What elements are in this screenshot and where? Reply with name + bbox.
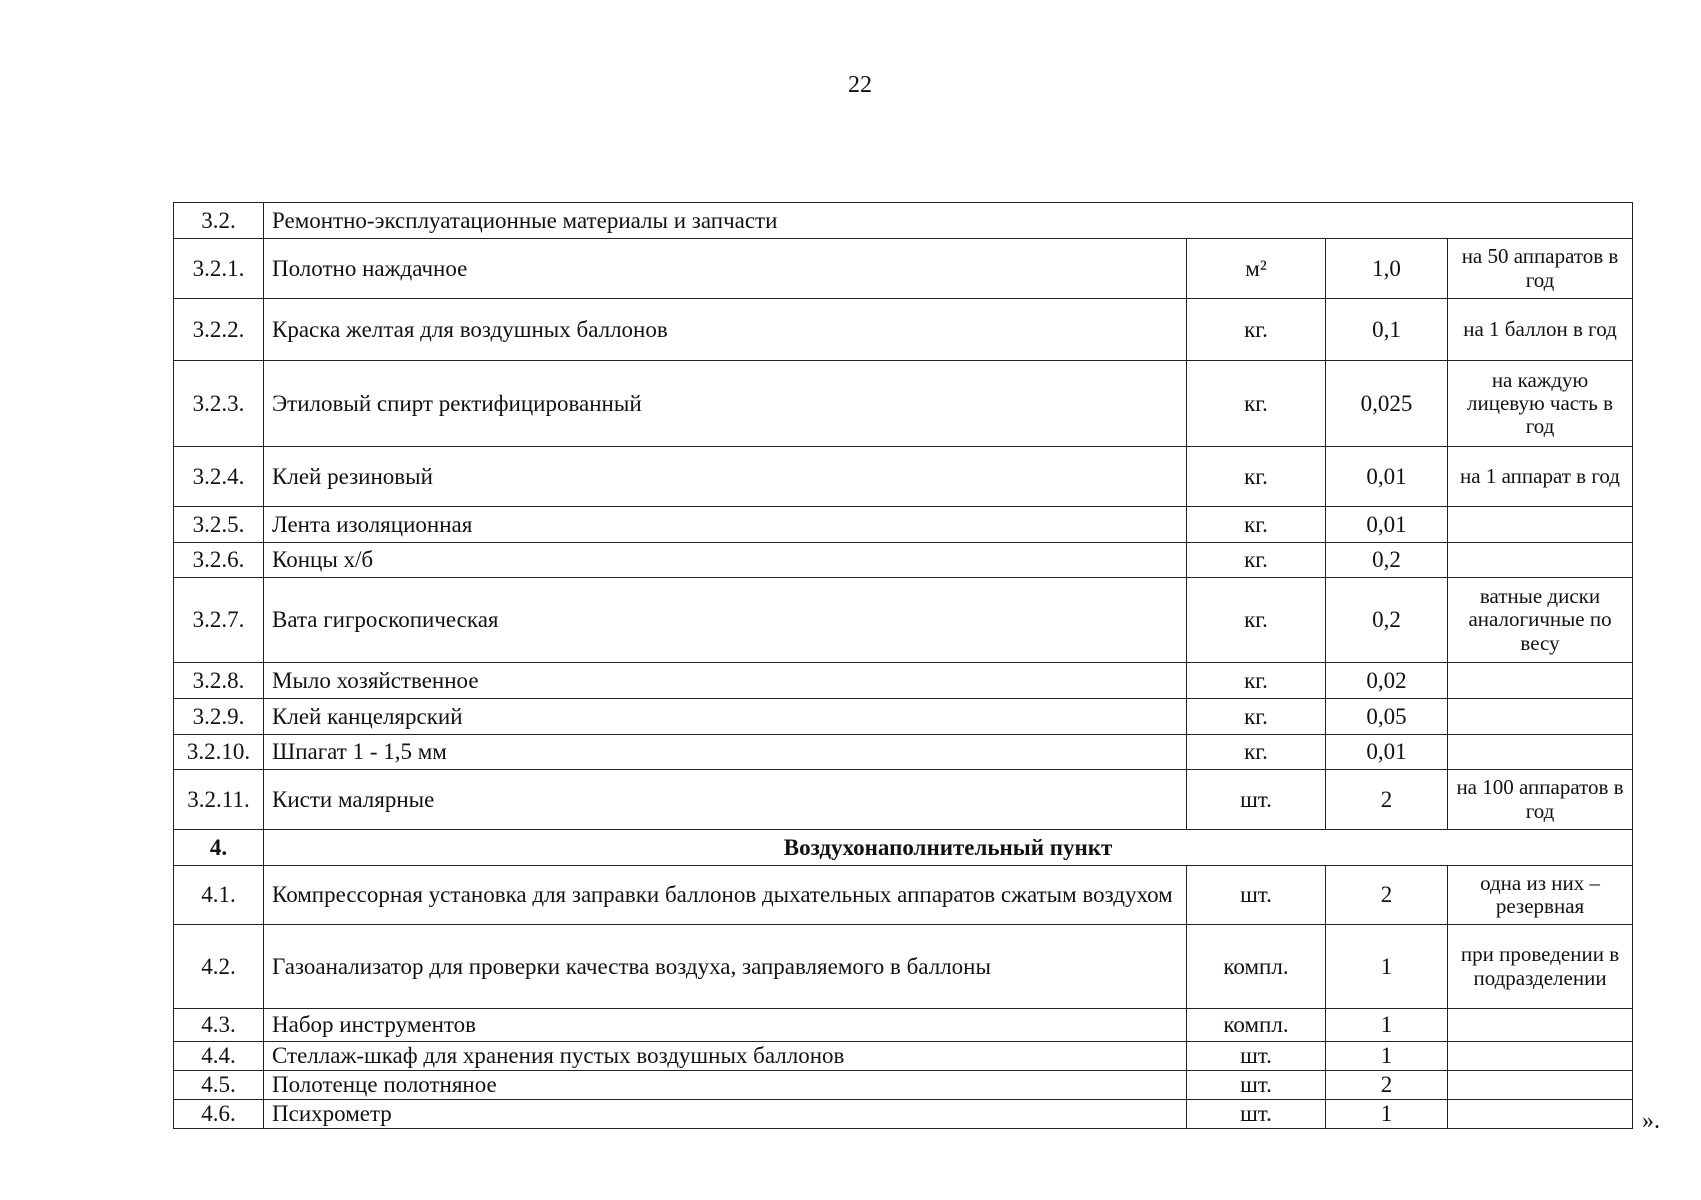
row-unit: шт.	[1187, 770, 1326, 830]
row-name: Полотенце полотняное	[264, 1071, 1187, 1100]
row-number: 4.1.	[174, 866, 264, 925]
table-row	[174, 1042, 1633, 1071]
row-name: Концы х/б	[264, 543, 1187, 578]
row-name: Краска желтая для воздушных баллонов	[264, 299, 1187, 361]
row-note	[1448, 1100, 1633, 1129]
row-name: Клей канцелярский	[264, 699, 1187, 735]
row-note: на 100 аппаратов в год	[1448, 770, 1633, 830]
row-note	[1448, 663, 1633, 699]
table-row	[174, 299, 1633, 361]
row-note	[1448, 699, 1633, 735]
row-note: на каждую лицевую часть в год	[1448, 361, 1633, 447]
row-name: Вата гигроскопическая	[264, 578, 1187, 663]
row-number: 3.2.6.	[174, 543, 264, 578]
equipment-table	[173, 202, 1633, 1129]
row-quantity: 0,01	[1326, 735, 1448, 770]
row-number: 4.4.	[174, 1042, 264, 1071]
row-quantity: 1	[1326, 925, 1448, 1009]
table-row	[174, 361, 1633, 447]
row-unit: компл.	[1187, 1009, 1326, 1042]
row-number: 3.2.1.	[174, 239, 264, 299]
row-quantity: 0,025	[1326, 361, 1448, 447]
row-name: Лента изоляционная	[264, 507, 1187, 543]
row-unit: кг.	[1187, 699, 1326, 735]
table-row	[174, 699, 1633, 735]
row-note: на 50 аппаратов в год	[1448, 239, 1633, 299]
row-note: на 1 аппарат в год	[1448, 447, 1633, 507]
page-number: 22	[848, 72, 872, 98]
row-note	[1448, 735, 1633, 770]
row-quantity: 0,2	[1326, 578, 1448, 663]
row-note	[1448, 507, 1633, 543]
row-number: 4.5.	[174, 1071, 264, 1100]
row-note	[1448, 543, 1633, 578]
row-quantity: 0,1	[1326, 299, 1448, 361]
row-name: Шпагат 1 - 1,5 мм	[264, 735, 1187, 770]
row-name: Ремонтно-эксплуатационные материалы и запчасти	[264, 203, 1633, 239]
table-row	[174, 735, 1633, 770]
row-note	[1448, 1009, 1633, 1042]
row-note: одна из них – резервная	[1448, 866, 1633, 925]
row-quantity: 0,01	[1326, 447, 1448, 507]
section-row	[174, 830, 1633, 866]
row-name: Кисти малярные	[264, 770, 1187, 830]
row-name: Стеллаж-шкаф для хранения пустых воздушных баллонов	[264, 1042, 1187, 1071]
closing-quote-mark: ».	[1642, 1108, 1660, 1134]
row-name: Этиловый спирт ректифицированный	[264, 361, 1187, 447]
row-name: Набор инструментов	[264, 1009, 1187, 1042]
row-quantity: 2	[1326, 1071, 1448, 1100]
table-row	[174, 239, 1633, 299]
row-number: 3.2.11.	[174, 770, 264, 830]
row-quantity: 2	[1326, 866, 1448, 925]
row-quantity: 0,05	[1326, 699, 1448, 735]
row-note: ватные диски аналогичные по весу	[1448, 578, 1633, 663]
row-name: Мыло хозяйственное	[264, 663, 1187, 699]
row-unit: кг.	[1187, 361, 1326, 447]
row-quantity: 0,02	[1326, 663, 1448, 699]
row-number: 3.2.3.	[174, 361, 264, 447]
row-number: 3.2.10.	[174, 735, 264, 770]
table-row	[174, 1071, 1633, 1100]
row-note: при проведении в подразделении	[1448, 925, 1633, 1009]
row-unit: шт.	[1187, 866, 1326, 925]
row-note	[1448, 1071, 1633, 1100]
row-number: 4.2.	[174, 925, 264, 1009]
table-row	[174, 770, 1633, 830]
table-row	[174, 663, 1633, 699]
row-unit: кг.	[1187, 578, 1326, 663]
row-quantity: 1	[1326, 1100, 1448, 1129]
row-quantity: 1	[1326, 1009, 1448, 1042]
row-number: 3.2.2.	[174, 299, 264, 361]
row-name: Клей резиновый	[264, 447, 1187, 507]
row-name: Полотно наждачное	[264, 239, 1187, 299]
row-unit: кг.	[1187, 663, 1326, 699]
row-number: 3.2.9.	[174, 699, 264, 735]
row-note: на 1 баллон в год	[1448, 299, 1633, 361]
row-number: 4.6.	[174, 1100, 264, 1129]
row-unit: кг.	[1187, 507, 1326, 543]
row-name: Газоанализатор для проверки качества воздуха, заправляемого в баллоны	[264, 925, 1187, 1009]
row-number: 3.2.7.	[174, 578, 264, 663]
table-row	[174, 1009, 1633, 1042]
row-number: 3.2.4.	[174, 447, 264, 507]
row-unit: кг.	[1187, 735, 1326, 770]
table-row	[174, 543, 1633, 578]
table-row	[174, 507, 1633, 543]
row-number: 3.2.	[174, 203, 264, 239]
row-note	[1448, 1042, 1633, 1071]
row-number: 4.3.	[174, 1009, 264, 1042]
table-row	[174, 578, 1633, 663]
row-unit: компл.	[1187, 925, 1326, 1009]
section-title: Воздухонаполнительный пункт	[264, 830, 1633, 866]
row-name: Психрометр	[264, 1100, 1187, 1129]
row-unit: м²	[1187, 239, 1326, 299]
table-row	[174, 203, 1633, 239]
row-unit: кг.	[1187, 543, 1326, 578]
row-quantity: 1,0	[1326, 239, 1448, 299]
row-unit: шт.	[1187, 1100, 1326, 1129]
row-number: 3.2.5.	[174, 507, 264, 543]
row-quantity: 0,2	[1326, 543, 1448, 578]
row-quantity: 0,01	[1326, 507, 1448, 543]
table-row	[174, 925, 1633, 1009]
row-quantity: 1	[1326, 1042, 1448, 1071]
row-unit: кг.	[1187, 447, 1326, 507]
row-unit: кг.	[1187, 299, 1326, 361]
row-number: 3.2.8.	[174, 663, 264, 699]
row-unit: шт.	[1187, 1042, 1326, 1071]
table-row	[174, 866, 1633, 925]
table-row	[174, 1100, 1633, 1129]
table-row	[174, 447, 1633, 507]
row-name: Компрессорная установка для заправки баллонов дыхательных аппаратов сжатым воздухом	[264, 866, 1187, 925]
row-quantity: 2	[1326, 770, 1448, 830]
section-number: 4.	[174, 830, 264, 866]
row-unit: шт.	[1187, 1071, 1326, 1100]
